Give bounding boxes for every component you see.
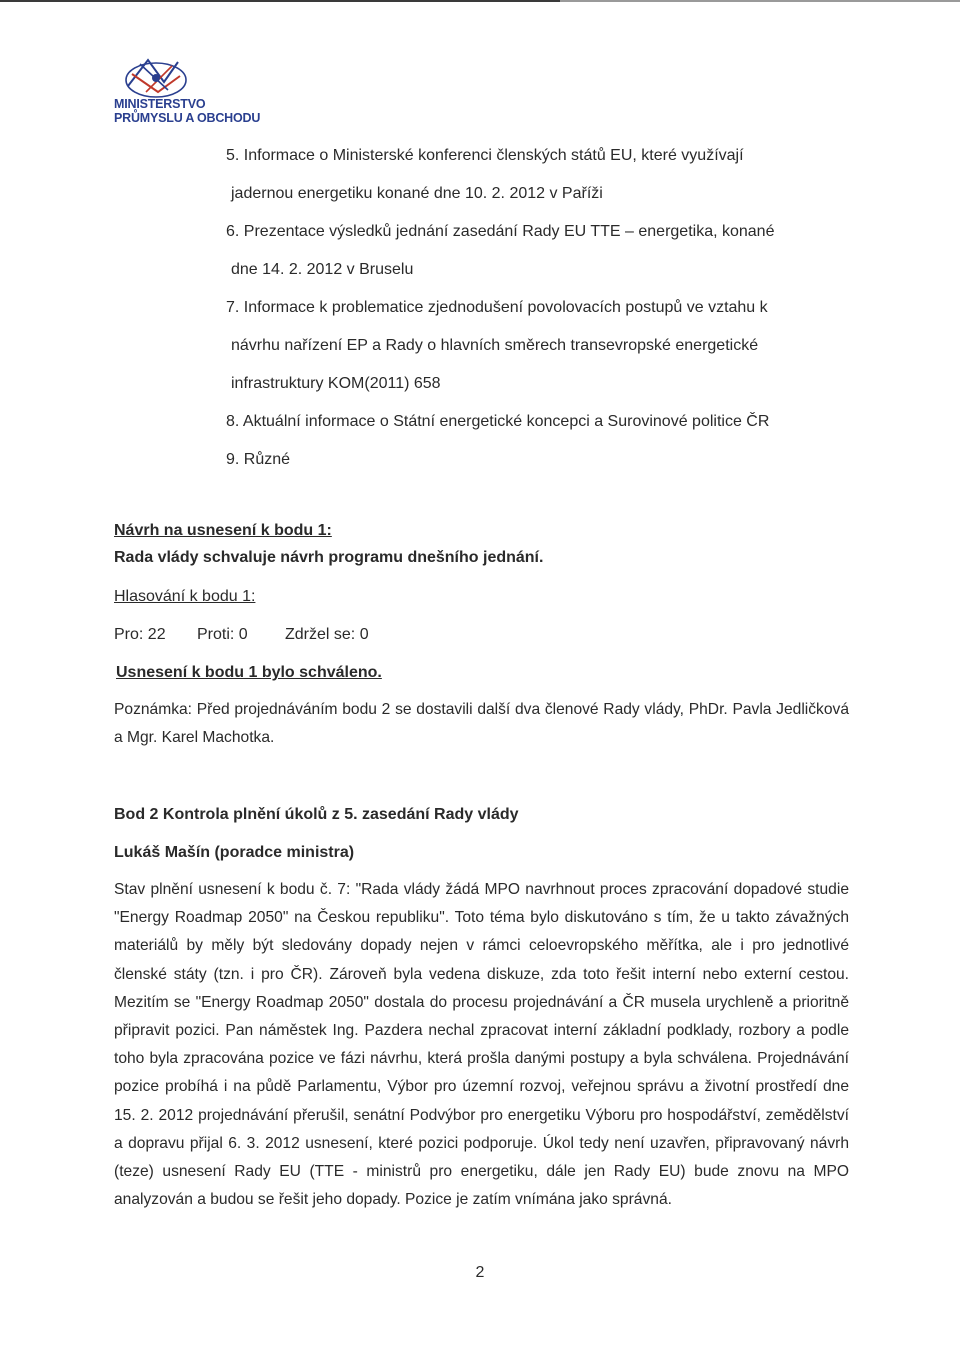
note-paragraph: Poznámka: Před projednáváním bodu 2 se dostavili další dva členové Rady vlády, PhDr. Pavla Jedličková a Mgr. Karel Machotka.	[114, 701, 849, 747]
resolution-heading: Návrh na usnesení k bodu 1:	[114, 522, 332, 539]
top-border-line-right	[560, 0, 960, 2]
resolution-approved: Usnesení k bodu 1 bylo schváleno.	[116, 664, 382, 681]
ministry-emblem-icon	[118, 52, 190, 100]
vote-against: Proti: 0	[197, 626, 248, 643]
resolution-text: Rada vlády schvaluje návrh programu dnešního jednání.	[114, 549, 544, 566]
vote-for: Pro: 22	[114, 626, 166, 643]
section-2-presenter: Lukáš Mašín (poradce ministra)	[114, 844, 355, 861]
agenda-item-6-line1: 6. Prezentace výsledků jednání zasedání Rady EU TTE – energetika, konané	[226, 223, 775, 240]
agenda-item-5-line1: 5. Informace o Ministerské konferenci členských států EU, které využívají	[226, 147, 744, 164]
ministry-logo	[112, 52, 272, 124]
vote-heading: Hlasování k bodu 1:	[114, 588, 256, 605]
agenda-item-5-line2: jadernou energetiku konané dne 10. 2. 2012 v Paříži	[231, 185, 603, 202]
page-number: 2	[475, 1264, 485, 1281]
agenda-item-7-line2: návrhu nařízení EP a Rady o hlavních směrech transevropské energetické	[231, 337, 759, 354]
agenda-item-9: 9. Různé	[226, 451, 291, 468]
vote-abstain: Zdržel se: 0	[285, 626, 369, 643]
logo-text-line2: PRŮMYSLU A OBCHODU	[114, 111, 261, 125]
logo-text-line1: MINISTERSTVO	[114, 97, 206, 111]
section-2-title: Bod 2 Kontrola plnění úkolů z 5. zasedání Rady vlády	[114, 806, 519, 823]
vote-results	[114, 626, 369, 644]
agenda-item-8: 8. Aktuální informace o Státní energetické koncepci a Surovinové politice ČR	[226, 413, 770, 430]
agenda-item-7-line3: infrastruktury KOM(2011) 658	[231, 375, 441, 392]
agenda-item-6-line2: dne 14. 2. 2012 v Bruselu	[231, 261, 414, 278]
agenda-item-7-line1: 7. Informace k problematice zjednodušení povolovacích postupů ve vztahu k	[226, 299, 768, 316]
section-2-body: Stav plnění usnesení k bodu č. 7: "Rada vlády žádá MPO navrhnout proces zpracování dopadové studie "Energy Roadmap 2050" na Českou republiku". Toto téma bylo diskutováno s tím, že u takto závažných materiálů by měly být sledovány dopady nejen v rámci celoevropského měřítka, ale i pro jednotlivé členské státy (tzn. i pro ČR). Zároveň byla vedena diskuze, zda toto řešit interní nebo externí cestou. Mezitím se "Energy Roadmap 2050" dostala do procesu projednávání a ČR musela urychleně a prioritně připravit pozici. Pan náměstek Ing. Pazdera nechal zpracovat interní základní podklady, rozbory a podle toho byla zpracována pozice ve fázi návrhu, která prošla danými postupy a byla schválena. Projednávání pozice probíhá i na půdě Parlamentu, Výbor pro územní rozvoj, veřejnou správu a životní prostředí dne 15. 2. 2012 projednávání přerušil, senátní Podvýbor pro energetiku Výboru pro hospodářství, zemědělství a dopravu přijal 6. 3. 2012 usnesení, které pozici podporuje. Úkol tedy není uzavřen, připravovaný návrh (teze) usnesení Rady EU (TTE - ministrů pro energetiku, dále jen Rady EU) bude znovu na MPO analyzován a budou se řešit jeho dopady. Pozice je zatím vnímána jako správná.	[114, 881, 849, 1209]
